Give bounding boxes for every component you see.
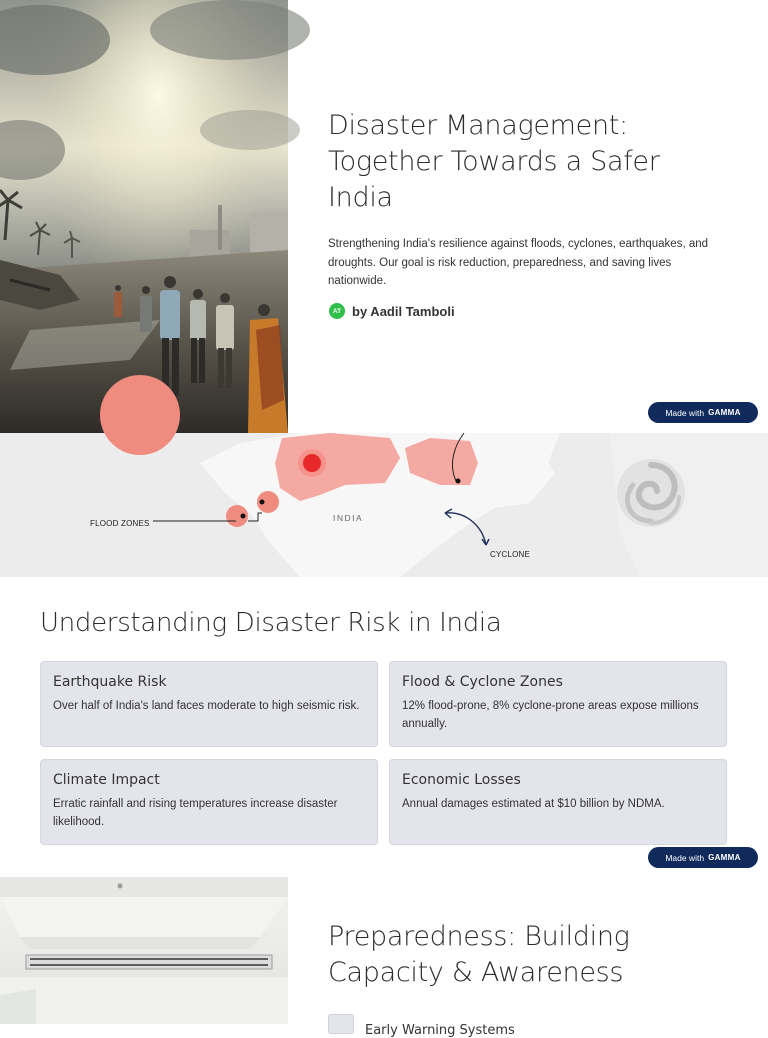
card-earthquake-risk (40, 661, 378, 747)
hazard-zone-marker (100, 375, 180, 455)
author-name: by Aadil Tamboli (352, 303, 455, 319)
card-text: Over half of India's land faces moderate to high seismic risk. (53, 700, 360, 712)
hero-image (0, 0, 288, 433)
author-byline (329, 303, 455, 319)
card-title: Flood & Cyclone Zones (402, 674, 563, 690)
room-image (0, 877, 288, 1024)
list-item (328, 1009, 515, 1038)
room-illustration (0, 877, 288, 1024)
india-map-illustration (0, 433, 768, 577)
avatar: AT (329, 303, 345, 319)
section-title: Preparedness: Building Capacity & Awareness (328, 921, 630, 988)
gamma-logo: GAMMA (708, 853, 741, 862)
india-label: INDIA (333, 513, 364, 523)
badge-prefix: Made with (665, 852, 705, 863)
hotspot-marker (303, 454, 321, 472)
hero-illustration (0, 0, 288, 433)
card-climate-impact (40, 759, 378, 845)
disaster-map (0, 433, 768, 577)
card-title: Economic Losses (402, 772, 521, 788)
item-checkbox[interactable] (328, 1014, 354, 1034)
cyclone-label: CYCLONE (490, 550, 531, 559)
item-label: Early Warning Systems (365, 1023, 515, 1038)
slide-title (0, 0, 768, 433)
gamma-logo: GAMMA (708, 408, 741, 417)
card-economic-losses (389, 759, 727, 845)
section-title: Understanding Disaster Risk in India (40, 608, 502, 638)
card-flood-cyclone-zones (389, 661, 727, 747)
cyclone-icon (617, 459, 685, 527)
made-with-gamma-badge[interactable] (648, 847, 758, 868)
badge-prefix: Made with (665, 407, 705, 418)
card-text: 12% flood-prone, 8% cyclone-prone areas expose millions annually. (402, 700, 699, 730)
made-with-gamma-badge[interactable] (648, 402, 758, 423)
card-text: Annual damages estimated at $10 billion by NDMA. (402, 798, 665, 810)
page-description: Strengthening India's resilience against floods, cyclones, earthquakes, and droughts. Our goal is risk reduction, preparedness, and saving lives nationwide. (328, 238, 709, 287)
card-title: Earthquake Risk (53, 674, 167, 690)
card-text: Erratic rainfall and rising temperatures increase disaster likelihood. (53, 798, 338, 828)
flood-zones-label: FLOOD ZONES (90, 519, 150, 528)
page-title: Disaster Management: Together Towards a Safer India (328, 110, 660, 213)
card-title: Climate Impact (53, 772, 160, 788)
